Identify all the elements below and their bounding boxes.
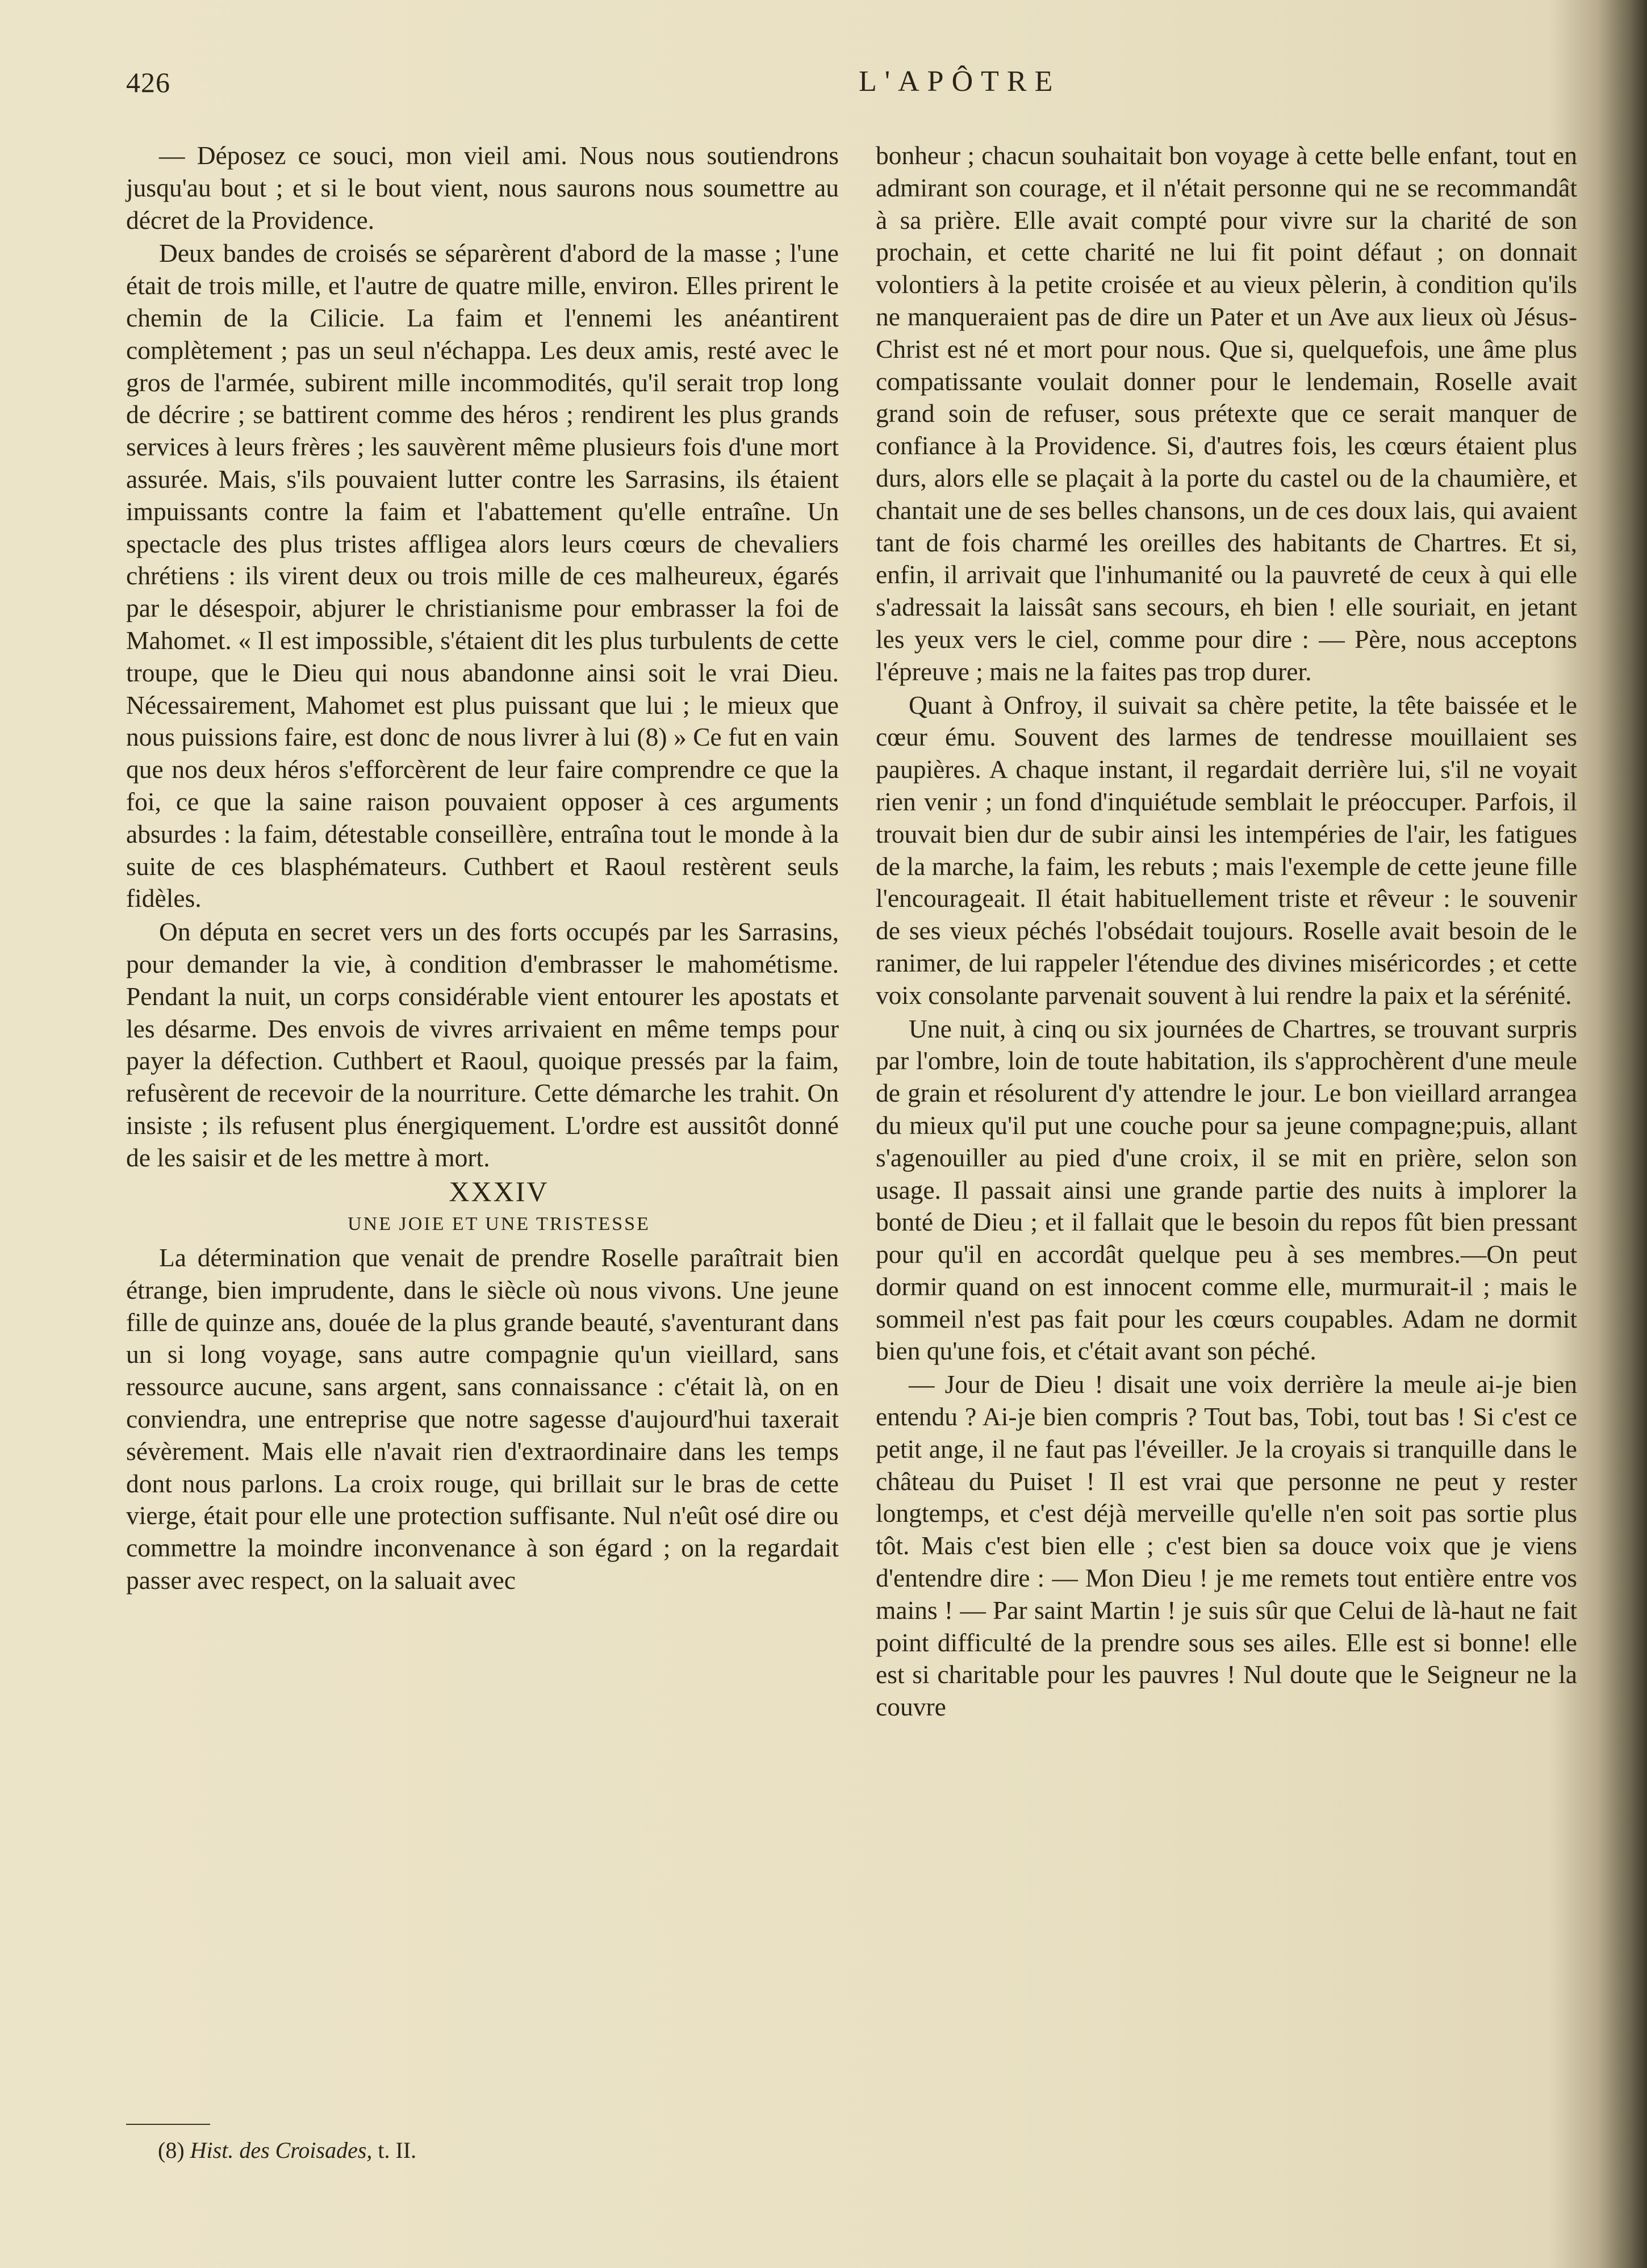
right-column — [876, 140, 1577, 1723]
paragraph: Quant à Onfroy, il suivait sa chère petite, la tête baissée et le cœur ému. Souvent des larmes de tendresse mouillaient ses paupières. A chaque instant, il regardait derrière lui, s'il ne voyait rien venir ; un fond d'inquiétude semblait le préoccuper. Parfois, il trouvait bien dur de subir ainsi les intempéries de l'air, les fatigues de la marche, la faim, les rebuts ; mais l'exemple de cette jeune fille l'encourageait. Il était habituellement triste et rêveur : le souvenir de ses vieux péchés l'obsédait toujours. Roselle avait besoin de le ranimer, de lui rappeler l'étendue des divines miséricordes ; et cette voix consolante parvenait souvent à lui rendre la paix et la sérénité. — [876, 690, 1577, 1010]
page-number: 426 — [126, 66, 170, 98]
paragraph: Une nuit, à cinq ou six journées de Chartres, se trouvant surpris par l'ombre, loin de toute habitation, ils s'approchèrent d'une meule de grain et résolurent d'y attendre le jour. Le bon vieillard arrangea du mieux qu'il put une couche pour sa jeune compagne;puis, allant s'agenouiller au pied d'une croix, il se mit en prière, selon son usage. Il passait ainsi une grande partie des nuits à implorer la bonté de Dieu ; et il fallait que le besoin du repos fût bien pressant pour qu'il en accordât quelque peu à ses membres.—On peut dormir quand on est innocent comme elle, murmurait-il ; mais le sommeil n'est pas fait pour les cœurs coupables. Adam ne dormit bien qu'une fois, et c'était avant son péché. — [876, 1014, 1577, 1366]
footnote-volume: t. II. — [378, 2137, 417, 2163]
footnote-marker: (8) — [158, 2137, 185, 2163]
footnote-divider — [126, 2124, 210, 2125]
paragraph: — Jour de Dieu ! disait une voix derrière la meule ai-je bien entendu ? Ai-je bien compris ? Tout bas, Tobi, tout bas ! Si c'est ce petit ange, il ne faut pas l'éveiller. Je la croyais si tranquille dans le château du Puiset ! Il est vrai que personne ne peut y rester longtemps, et c'est déjà merveille qu'elle n'en soit pas sortie plus tôt. Mais c'est bien elle ; c'est bien sa douce voix que je viens d'entendre dire : — Mon Dieu ! je me remets tout entière entre vos mains ! — Par saint Martin ! je suis sûr que Celui de là-haut ne fait point difficulté de la prendre sous ses ailes. Elle est si bonne! elle est si charitable pour les pauvres ! Nul doute que le Seigneur ne la couvre — [876, 1370, 1577, 1722]
footnote-source: Hist. des Croisades, — [190, 2137, 373, 2163]
running-title: L'APÔTRE — [859, 65, 1061, 98]
paragraph: La détermination que venait de prendre Roselle paraîtrait bien étrange, bien imprudente, dans le siècle où nous vivons. Une jeune fille de quinze ans, douée de la plus grande beauté, s'aventurant dans un si long voyage, sans autre compagnie qu'un vieillard, sans ressource aucune, sans argent, sans connaissance : c'était là, on en conviendra, une entreprise que notre sagesse d'aujourd'hui taxerait sévèrement. Mais elle n'avait rien d'extraordinaire dans les temps dont nous parlons. La croix rouge, qui brillait sur le bras de cette vierge, était pour elle une protection suffisante. Nul n'eût osé dire ou commettre la moindre inconvenance à son égard ; on la regardait passer avec respect, on la saluait avec — [126, 1243, 839, 1595]
paragraph: — Déposez ce souci, mon vieil ami. Nous nous soutiendrons jusqu'au bout ; et si le bout vient, nous saurons nous soumettre au décret de la Providence. — [126, 141, 839, 235]
paragraph: bonheur ; chacun souhaitait bon voyage à cette belle enfant, tout en admirant son courage, et il n'était personne qui ne se recommandât à sa prière. Elle avait compté pour vivre sur la charité de son prochain, et cette charité ne lui fit point défaut ; on donnait volontiers à la petite croisée et au vieux pèlerin, à condition qu'ils ne manqueraient pas de dire un Pater et un Ave aux lieux où Jésus-Christ est né et mort pour nous. Que si, quelquefois, une âme plus compatissante voulait donner pour le lendemain, Roselle avait grand soin de refuser, sous prétexte que ce serait manquer de confiance à la Providence. Si, d'autres fois, les cœurs étaient plus durs, alors elle se plaçait à la porte du castel ou de la chaumière, et chantait une de ses belles chansons, un de ces doux lais, qui avaient tant de fois charmé les oreilles des habitants de Chartres. Et si, enfin, il arrivait que l'inhumanité ou la pauvreté de ceux à qui elle s'adressait la laissât sans secours, eh bien ! elle souriait, en jetant les yeux vers le ciel, comme pour dire : — Père, nous acceptons l'épreuve ; mais ne la faites pas trop durer. — [876, 141, 1577, 686]
paragraph: Deux bandes de croisés se séparèrent d'abord de la masse ; l'une était de trois mille, et l'autre de quatre mille, environ. Elles prirent le chemin de la Cilicie. La faim et l'ennemi les anéantirent complètement ; pas un seul n'échappa. Les deux amis, resté avec le gros de l'armée, subirent mille incommodités, qu'il serait trop long de décrire ; se battirent comme des héros ; rendirent les plus grands services à leurs frères ; les sauvèrent même plusieurs fois d'une mort assurée. Mais, s'ils pouvaient lutter contre les Sarrasins, ils étaient impuissants contre la faim et l'abattement qu'elle entraîne. Un spectacle des plus tristes affligea alors leurs cœurs de chevaliers chrétiens : ils virent deux ou trois mille de ces malheureux, égarés par le désespoir, abjurer le christianisme pour embrasser la foi de Mahomet. « Il est impossible, s'étaient dit les plus turbulents de cette troupe, que le Dieu qui nous abandonne ainsi soit le vrai Dieu. Nécessairement, Mahomet est plus puissant que lui ; le mieux que nous puissions faire, est donc de nous livrer à lui (8) » Ce fut en vain que nos deux héros s'efforcèrent de leur faire comprendre ce que la foi, ce que la saine raison pouvaient opposer à ces arguments absurdes : la faim, détestable conseillère, entraîna tout le monde à la suite de ces blasphémateurs. Cuthbert et Raoul restèrent seuls fidèles. — [126, 238, 839, 913]
paragraph: On députa en secret vers un des forts occupés par les Sarrasins, pour demander la vie, à condition d'embrasser le mahométisme. Pendant la nuit, un corps considérable vient entourer les apostats et les désarme. Des envois de vivres arrivaient en même temps pour payer la défection. Cuthbert et Raoul, quoique pressés par la faim, refusèrent de recevoir de la nourriture. Cette démarche les trahit. On insiste ; ils refusent plus énergiquement. L'ordre est aussitôt donné de les saisir et de les mettre à mort. — [126, 917, 839, 1172]
chapter-number: XXXIV — [449, 1175, 549, 1207]
footnote — [158, 2136, 416, 2165]
left-column — [126, 140, 839, 1597]
chapter-title: UNE JOIE ET UNE TRISTESSE — [348, 1213, 650, 1235]
page-header — [126, 61, 1580, 107]
